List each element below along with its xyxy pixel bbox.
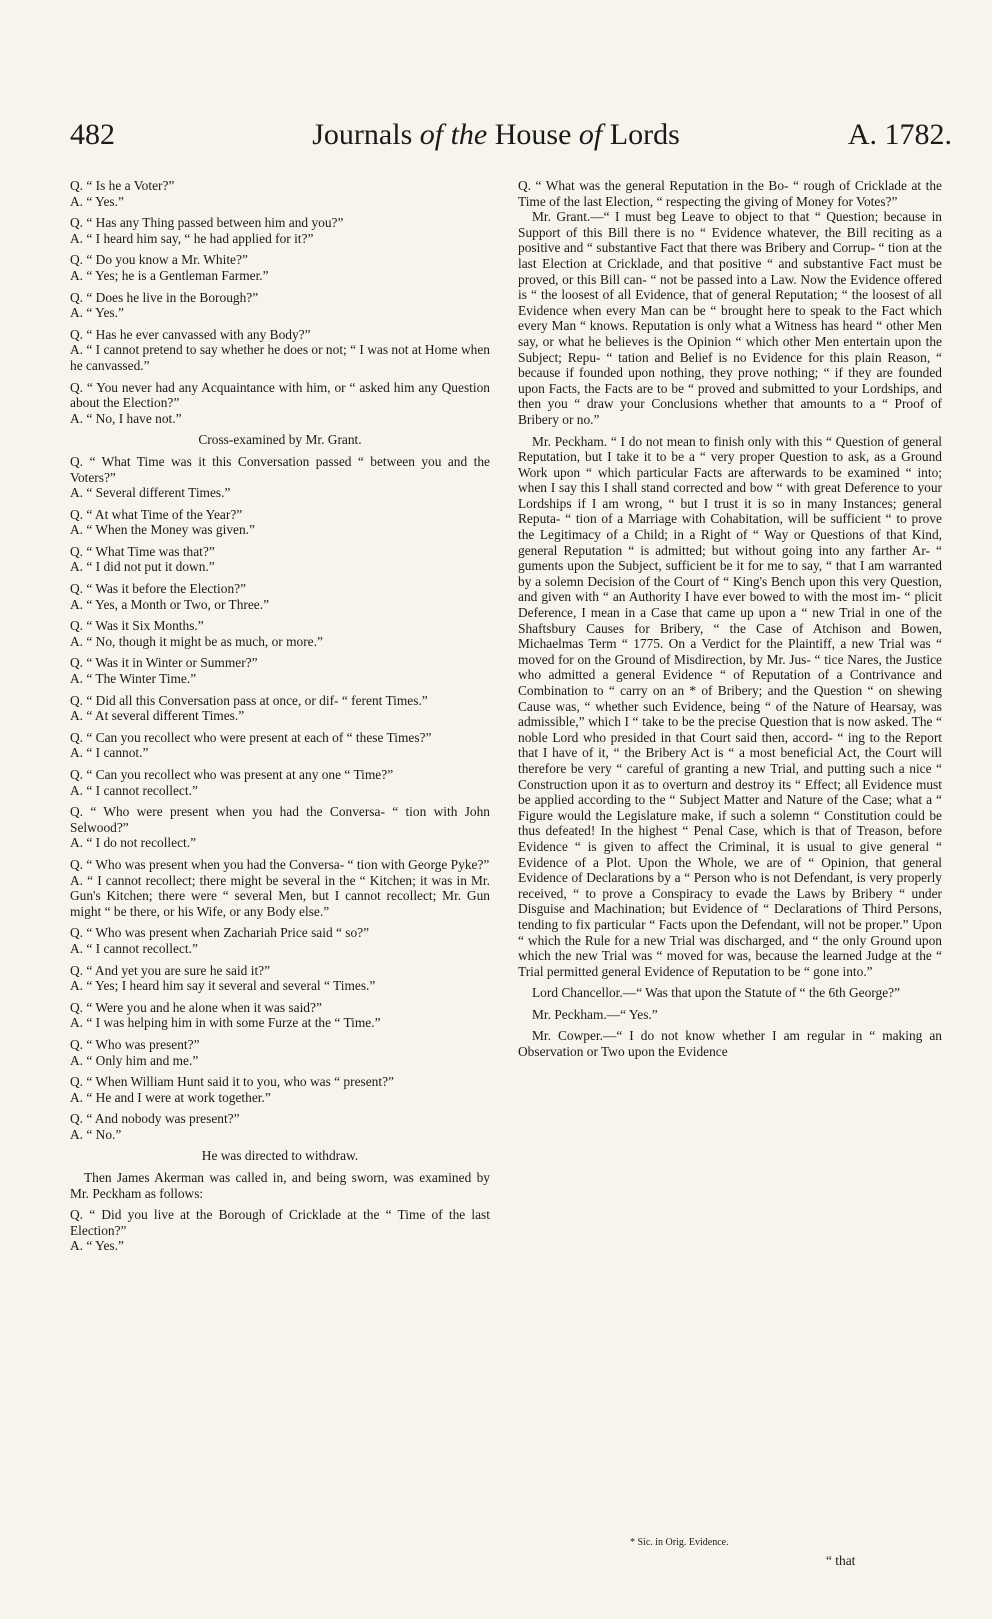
paragraph: Q. “ And nobody was present?” [70, 1111, 240, 1127]
page-number: 482 [70, 118, 115, 151]
running-title [0, 118, 992, 152]
paragraph: A. “ I cannot recollect.” [70, 940, 198, 956]
paragraph: Mr. Grant.—“ I must beg Leave to object to that “ Question; because in Support of this Bill there is no “ Evidence whatever, the Bill reciting as a positive and “ substantive Fact that there was Bribery and Corrup- “ tion at the last Election at Cricklade, and that positive “ and substantive Fact must be proved, or this Bill can- “ not be passed into a Law. Now the Evidence offered is “ the loosest of all Evidence, that of general Reputation; “ the loosest of all Evidence when every Man can be “ brought here to speak to the Fact which every Man “ knows. Reputation is only what a Witness has heard “ other Men say, or what he believes is the Opinion “ which other Men entertain upon the Subject; Repu- “ tation and Belief is no Evidence for this plain Reason, “ because if founded upon nothing, they prove nothing; “ if they are founded upon Facts, the Facts are to be “ proved and submitted to your Lordships, and then you “ draw your Conclusions whether that amounts to a “ Proof of Bribery or no.” [518, 209, 942, 427]
paragraph: A. “ The Winter Time.” [70, 671, 197, 687]
paragraph: A. “ I cannot.” [70, 745, 149, 761]
paragraph: A. “ Yes.” [70, 193, 124, 209]
paragraph: Q. “ Who was present when Zachariah Price said “ so?” [70, 925, 370, 941]
title-part [571, 118, 579, 151]
paragraph: A. “ No, though it might be as much, or more.” [70, 633, 323, 649]
paragraph: Q. “ What Time was it this Conversation passed “ between you and the Voters?” [70, 453, 490, 485]
footnote: * Sic. in Orig. Evidence. [630, 1537, 729, 1548]
paragraph: A. “ I do not recollect.” [70, 835, 197, 851]
left-column [70, 178, 490, 1260]
paragraph: Q. “ Did all this Conversation pass at once, or dif- “ ferent Times.” [70, 692, 428, 708]
title-part: of [578, 118, 603, 151]
paragraph: Cross-examined by Mr. Grant. [198, 432, 362, 448]
paragraph: A. “ Several different Times.” [70, 485, 231, 501]
paragraph: Q. “ Were you and he alone when it was said?” [70, 999, 322, 1015]
paragraph: A. “ Yes; he is a Gentleman Farmer.” [70, 267, 269, 283]
paragraph: Q. “ Did you live at the Borough of Cricklade at the “ Time of the last Election?” [70, 1207, 490, 1238]
page-header [0, 118, 992, 158]
paragraph: Q. “ Can you recollect who were present at each of “ these Times?” [70, 729, 432, 745]
paragraph: Mr. Cowper.—“ I do not know whether I am regular in “ making an Observation or Two upon the Evidence [518, 1028, 942, 1060]
paragraph: Q. “ Who was present?” [70, 1036, 200, 1052]
paragraph: A. “ No, I have not.” [70, 410, 182, 426]
paragraph: A. “ Yes; I heard him say it several and several “ Times.” [70, 978, 376, 994]
paragraph: A. “ I was helping him in with some Furze at the “ Time.” [70, 1015, 381, 1031]
paragraph: Q. “ Does he live in the Borough?” [70, 289, 259, 305]
paragraph: A. “ I heard him say, “ he had applied for it?” [70, 230, 314, 246]
paragraph: Q. “ Was it in Winter or Summer?” [70, 655, 258, 671]
paragraph: Q. “ Was it before the Election?” [70, 581, 247, 597]
paragraph: Q. “ At what Time of the Year?” [70, 506, 243, 522]
paragraph: A. “ I cannot recollect.” [70, 782, 198, 798]
paragraph: A. “ Only him and me.” [70, 1052, 199, 1068]
title-part: House [494, 118, 572, 151]
paragraph: Q. “ What was the general Reputation in the Bo- “ rough of Cricklade at the Time of the last Election, “ respecting the giving of Money for Votes?” [518, 178, 942, 209]
page-year: A. 1782. [847, 118, 952, 151]
paragraph: Lord Chancellor.—“ Was that upon the Statute of “ the 6th George?” [532, 985, 901, 1001]
paragraph: Q. “ Is he a Voter?” [70, 178, 175, 193]
paragraph: Q. “ Has any Thing passed between him and you?” [70, 215, 344, 231]
paragraph: A. “ He and I were at work together.” [70, 1089, 271, 1105]
paragraph: He was directed to withdraw. [201, 1148, 359, 1164]
paragraph: A. “ At several different Times.” [70, 708, 245, 724]
title-part: Journals [312, 118, 420, 151]
paragraph: A. “ No.” [70, 1126, 122, 1142]
paragraph: A. “ I cannot recollect; there might be several in the “ Kitchen; it was in Mr. Gun's Kitchen; there were “ several Men, but I cannot recollect; Mr. Gun might “ be there, or his Wife, or any Body else.” [70, 872, 490, 919]
paragraph: Q. “ When William Hunt said it to you, who was “ present?” [70, 1074, 394, 1090]
catchword: “ that [826, 1553, 856, 1568]
paragraph: A. “ Yes.” [70, 305, 124, 321]
paragraph: Q. “ What Time was that?” [70, 543, 215, 559]
paragraph: Q. “ And yet you are sure he said it?” [70, 962, 271, 978]
paragraph: Q. “ Has he ever canvassed with any Body?” [70, 326, 311, 342]
paragraph: Q. “ Do you know a Mr. White?” [70, 252, 248, 268]
paragraph: Then James Akerman was called in, and being sworn, was examined by Mr. Peckham as follows: [70, 1170, 490, 1201]
title-part: Lords [602, 118, 680, 151]
paragraph: A. “ Yes, a Month or Two, or Three.” [70, 596, 270, 612]
paragraph: Q. “ Who were present when you had the Conversa- “ tion with John Selwood?” [70, 804, 490, 835]
paragraph: Q. “ Was it Six Months.” [70, 618, 204, 634]
title-part: the [443, 118, 495, 151]
paragraph: Q. “ Who was present when you had the Conversa- “ tion with George Pyke?” [70, 856, 490, 872]
paragraph: A. “ I cannot pretend to say whether he does or not; “ I was not at Home when he canvassed.” [70, 342, 490, 373]
title-part: of [419, 118, 444, 151]
paragraph: Q. “ Can you recollect who was present at any one “ Time?” [70, 767, 394, 782]
paragraph: Mr. Peckham. “ I do not mean to finish only with this “ Question of general Reputation, but I take it to be a “ very proper Question to ask, as a Ground Work upon “ which particular Facts are afterwards to be examined “ into; when I say this I shall stand corrected and bow “ with great Deference to your Lordships if I am wrong, “ but I trust it is so in many Instances; general Reputa- “ tion of a Marriage with Cohabitation, will be sufficient “ to prove the Legitimacy of a Child; in a Right of “ Way or Questions of that Kind, general Reputation “ is admitted; but without going into any farther Ar- “ guments upon the Subject, sufficient be it for me to say, “ that I am warranted by a solemn Decision of the Court of “ King's Bench upon this very Question, and given with “ an Authority I have ever bowed to with the most im- “ plicit Deference, I mean in a Case that came up upon a “ new Trial in one of the Shaftsbury Causes for Bribery, “ the Case of Atchison and Bowen, Michaelmas Term “ 1775. On a Verdict for the Plaintiff, a new Trial was “ moved for on the Ground of Misdirection, by Mr. Jus- “ tice Nares, the Justice who admitted a general Evidence “ of Reputation of a Contrivance and Combination to “ carry on an * of Bribery; and the Question “ on shewing Cause was, “ whether such Evidence, being “ of the Nature of Hearsay, was admissible,” which I “ take to be the precise Question that is now asked. The “ noble Lord who presided in that Court said then, accord- “ ing to the Report that I have of it, “ the Bribery Act is “ a most beneficial Act, the Court will therefore be very “ careful of granting a new Trial, and putting such a nice “ Construction upon it as to overturn and destroy its “ Effect; all Evidence must be applied according to the “ Subject Matter and Nature of the Case; what a “ Figure would the Legislature make, if such a solemn “ Constitution could be thus defeated! In the highest “ Penal Case, which is that of Treason, before Evidence “ is given to affect the Criminal, it is usual to give general “ Evidence of a Plot. Upon the Whole, we are of “ Opinion, that general Evidence of Declarations by a “ Person who is not Defendant, is very properly received, “ to prove a Conspiracy to evade the Laws by Bribery “ under Disguise and Machination; but Evidence of “ Declarations of Third Persons, tending to fix particular “ Facts upon the Defendant, will not be proper.” Upon “ which the Rule for a new Trial was discharged, and “ the only Ground upon which the new Trial was “ moved for was, because the learned Judge at the “ Trial permitted general Evidence of Reputation to be “ gone into.” [518, 433, 942, 979]
paragraph: A. “ Yes.” [70, 1238, 124, 1254]
paragraph: Q. “ You never had any Acquaintance with him, or “ asked him any Question about the Election?” [70, 379, 490, 411]
paragraph: Mr. Peckham.—“ Yes.” [532, 1006, 658, 1022]
paragraph: A. “ When the Money was given.” [70, 522, 255, 538]
right-column [518, 178, 942, 1066]
paragraph: A. “ I did not put it down.” [70, 559, 215, 575]
